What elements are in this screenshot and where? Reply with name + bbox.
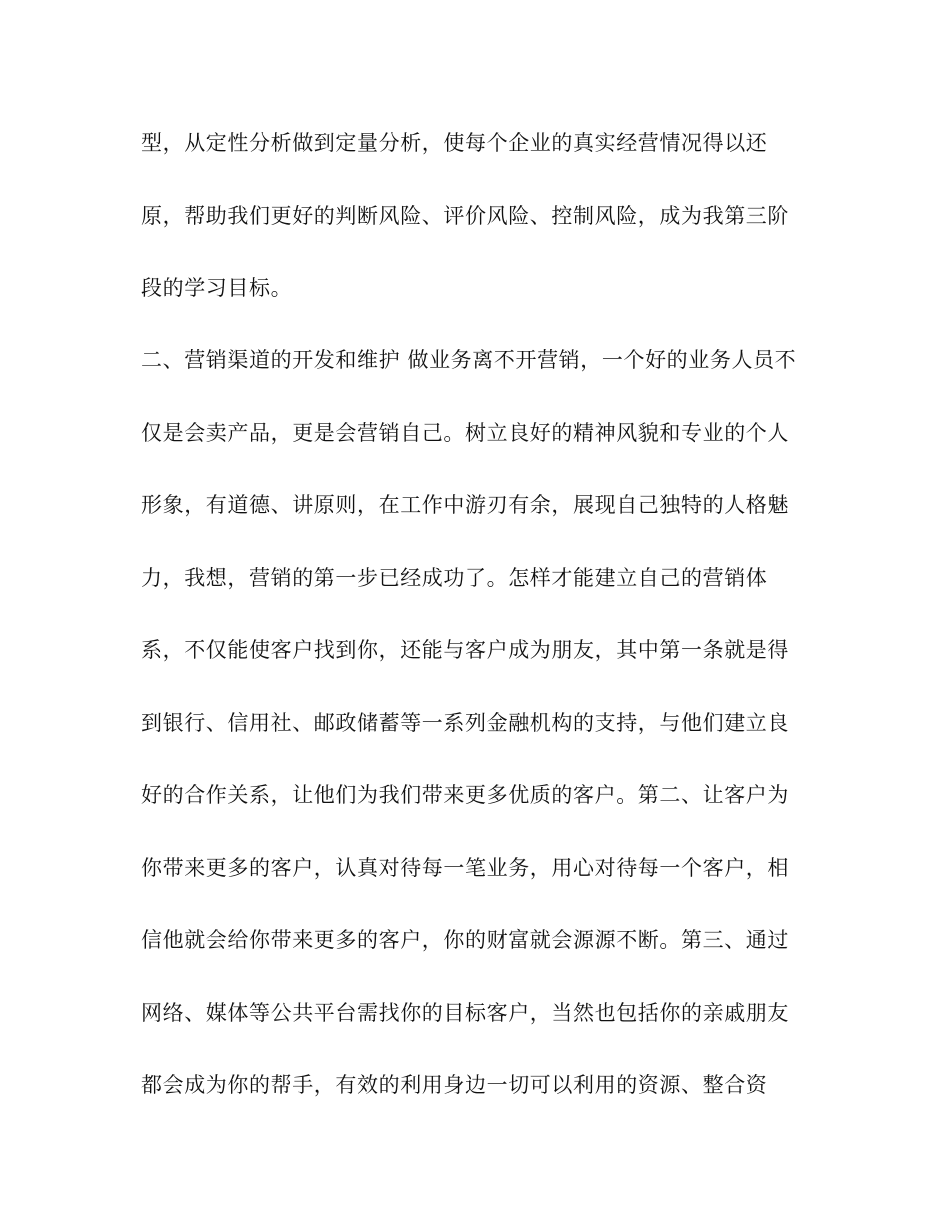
text-line-8: 系，不仅能使客户找到你，还能与客户成为朋友，其中第一条就是得: [141, 638, 789, 662]
text-line-5: 仅是会卖产品，更是会营销自己。树立良好的精神风貌和专业的个人: [141, 421, 789, 445]
text-line-10: 好的合作关系，让他们为我们带来更多优质的客户。第二、让客户为: [141, 783, 789, 807]
text-line-7: 力，我想，营销的第一步已经成功了。怎样才能建立自己的营销体: [141, 566, 768, 590]
text-line-13: 网络、媒体等公共平台需找你的目标客户，当然也包括你的亲戚朋友: [141, 1001, 789, 1025]
text-line-14: 都会成为你的帮手，有效的利用身边一切可以利用的资源、整合资: [141, 1073, 768, 1097]
text-line-1: 型，从定性分析做到定量分析，使每个企业的真实经营情况得以还: [141, 131, 768, 155]
text-line-2: 原，帮助我们更好的判断风险、评价风险、控制风险，成为我第三阶: [141, 204, 789, 228]
text-line-11: 你带来更多的客户，认真对待每一笔业务，用心对待每一个客户，相: [141, 856, 789, 880]
text-line-3: 段的学习目标。: [141, 276, 293, 300]
text-line-6: 形象，有道德、讲原则，在工作中游刃有余，展现自己独特的人格魅: [141, 493, 789, 517]
text-line-4: 二、营销渠道的开发和维护 做业务离不开营销，一个好的业务人员不: [141, 348, 797, 372]
text-line-12: 信他就会给你带来更多的客户，你的财富就会源源不断。第三、通过: [141, 928, 789, 952]
text-line-9: 到银行、信用社、邮政储蓄等一系列金融机构的支持，与他们建立良: [141, 711, 789, 735]
